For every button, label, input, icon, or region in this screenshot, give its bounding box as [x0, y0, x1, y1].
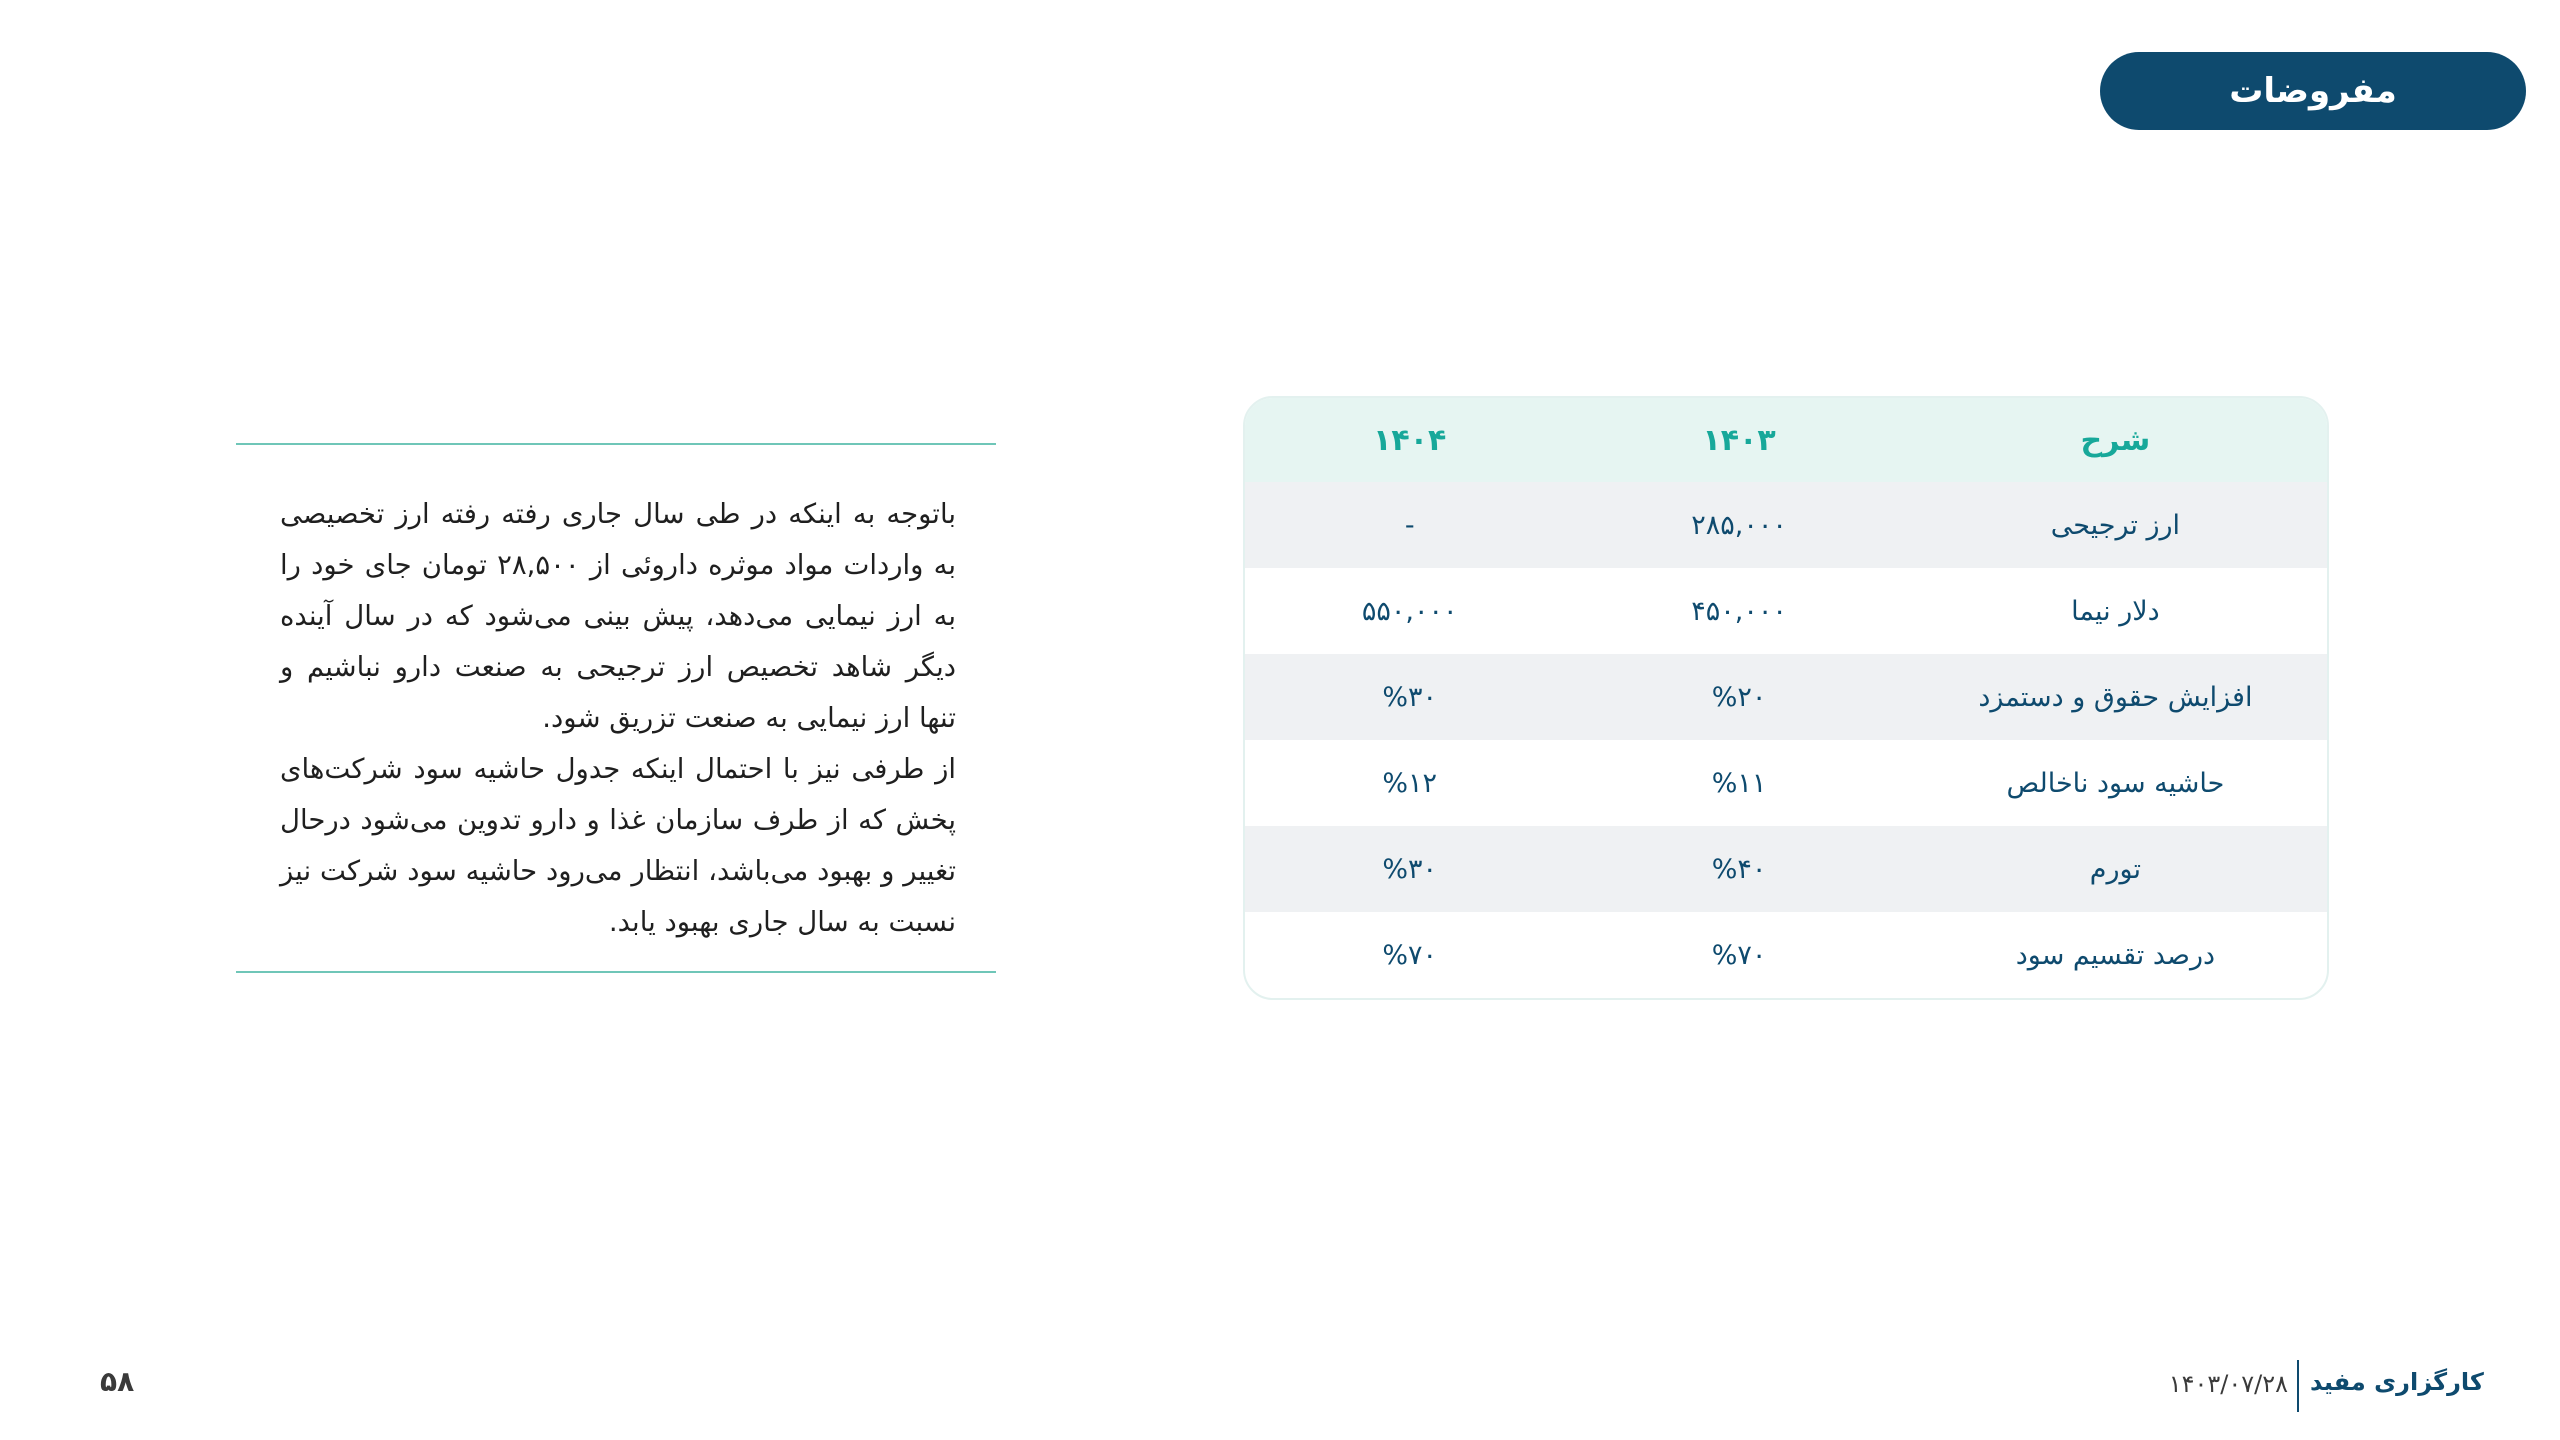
header-year-1404: ۱۴۰۴ [1373, 422, 1447, 458]
row-desc: ارز ترجیحی [2050, 509, 2181, 541]
assumptions-table [1243, 396, 2329, 1000]
assumptions-text-block [236, 443, 996, 973]
table-row [1245, 654, 2327, 740]
header-year-1403: ۱۴۰۳ [1702, 422, 1776, 458]
row-value-1403: %۴۰ [1711, 853, 1767, 885]
row-desc: افزایش حقوق و دستمزد [1978, 681, 2253, 713]
table-row [1245, 740, 2327, 826]
paragraph-margin: از طرفی نیز با احتمال اینکه جدول حاشیه سود شرکت‌های پخش که از طرف سازمان غذا و دارو تدوین می‌شود درحال تغییر و بهبود می‌باشد، انتظار می‌رود حاشیه سود شرکت نیز نسبت به سال جاری بهبود یابد. [280, 753, 956, 938]
table-row [1245, 482, 2327, 568]
row-value-1404: %۱۲ [1382, 767, 1438, 799]
row-value-1403: ۲۸۵,۰۰۰ [1691, 509, 1787, 541]
row-value-1404: - [1404, 509, 1415, 541]
row-value-1404: %۳۰ [1382, 681, 1438, 713]
row-value-1403: ۴۵۰,۰۰۰ [1691, 595, 1787, 627]
row-value-1404: ۵۵۰,۰۰۰ [1361, 595, 1458, 627]
table-row [1245, 568, 2327, 654]
row-value-1404: %۷۰ [1382, 939, 1438, 971]
row-value-1403: %۷۰ [1711, 939, 1767, 971]
row-value-1404: %۳۰ [1382, 853, 1438, 885]
paragraph-currency: باتوجه به اینکه در طی سال جاری رفته رفته ارز تخصیصی به واردات مواد موثره داروئی از ۲۸,۵۰۰ تومان جای خود را به ارز نیمایی می‌دهد، پیش بینی می‌شود که در سال آینده دیگر شاهد تخصیص ارز ترجیحی به صنعت دارو نباشیم و تنها ارز نیمایی به صنعت تزریق شود. [280, 498, 956, 734]
row-value-1403: %۱۱ [1711, 767, 1767, 799]
header-desc: شرح [2080, 422, 2151, 458]
footer-date: ۱۴۰۳/۰۷/۲۸ [2168, 1370, 2288, 1398]
footer-brand: کارگزاری مفید [2310, 1368, 2484, 1396]
row-desc: درصد تقسیم سود [2015, 939, 2216, 971]
table-row [1245, 826, 2327, 912]
assumptions-text [280, 489, 956, 948]
footer-divider [2297, 1360, 2299, 1412]
page-title: مفروضات [2100, 52, 2526, 130]
table-row [1245, 912, 2327, 998]
row-desc: دلار نیما [2071, 595, 2160, 627]
table-header-row [1245, 398, 2327, 482]
row-value-1403: %۲۰ [1711, 681, 1767, 713]
page-number: ۵۸ [100, 1365, 135, 1398]
row-desc: حاشیه سود ناخالص [2006, 767, 2225, 799]
row-desc: تورم [2089, 853, 2141, 885]
